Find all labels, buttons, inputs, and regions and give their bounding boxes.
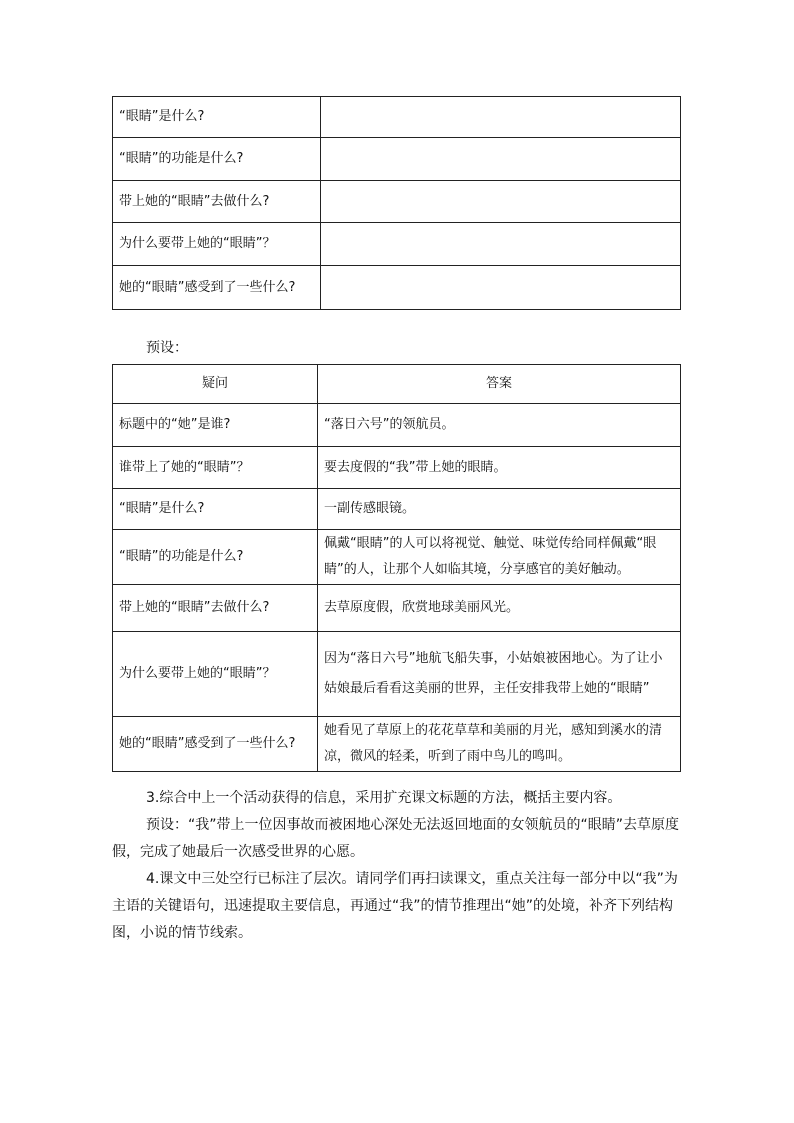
table-row bbox=[113, 181, 681, 223]
answer-cell-blank bbox=[321, 223, 681, 266]
answer-cell-blank bbox=[321, 181, 681, 223]
table-row bbox=[113, 489, 681, 530]
preset-label: 预设： bbox=[146, 340, 188, 356]
table-row bbox=[113, 447, 681, 489]
header-answer: 答案 bbox=[318, 365, 681, 404]
table-row bbox=[113, 97, 681, 138]
paragraph-preset-answer: 预设：“我”带上一位因事故而被困地心深处无法返回地面的女领航员的“眼睛”去草原度假，完成了她最后一次感受世界的心愿。 bbox=[112, 817, 680, 860]
answer-cell: “落日六号”的领航员。 bbox=[318, 404, 681, 447]
answer-cell: 要去度假的“我”带上她的眼睛。 bbox=[318, 447, 681, 489]
answer-cell: 去草原度假，欣赏地球美丽风光。 bbox=[318, 585, 681, 632]
table-row bbox=[113, 404, 681, 447]
table-row bbox=[113, 632, 681, 717]
question-cell: 带上她的“眼睛”去做什么? bbox=[113, 585, 318, 632]
paragraph-activity-3: 3.综合中上一个活动获得的信息，采用扩充课文标题的方法，概括主要内容。 bbox=[146, 790, 622, 806]
question-cell: “眼睛”是什么? bbox=[113, 97, 321, 138]
paragraph-activity-4: 4.课文中三处空行已标注了层次。请同学们再扫读课文，重点关注每一部分中以“我”为主语的关键语句，迅速提取主要信息，再通过“我”的情节推理出“她”的处境，补齐下列结构图，小说的情节线索。 bbox=[112, 871, 678, 941]
table-row bbox=[113, 530, 681, 585]
table-header-row bbox=[113, 365, 681, 404]
table-row bbox=[113, 138, 681, 181]
question-answer-table bbox=[112, 364, 681, 772]
question-cell: 她的“眼睛”感受到了一些什么? bbox=[113, 717, 318, 772]
table-row bbox=[113, 266, 681, 310]
question-cell: 标题中的“她”是谁? bbox=[113, 404, 318, 447]
answer-cell-blank bbox=[321, 266, 681, 310]
answer-cell-blank bbox=[321, 138, 681, 181]
table-row bbox=[113, 717, 681, 772]
answer-cell: 因为“落日六号”地航飞船失事，小姑娘被困地心。为了让小姑娘最后看看这美丽的世界，主任安排我带上她的“眼睛” bbox=[318, 632, 681, 717]
question-cell: 她的“眼睛”感受到了一些什么? bbox=[113, 266, 321, 310]
question-cell: 带上她的“眼睛”去做什么? bbox=[113, 181, 321, 223]
answer-cell: 一副传感眼镜。 bbox=[318, 489, 681, 530]
question-cell: 为什么要带上她的“眼睛”？ bbox=[113, 632, 318, 717]
table-row bbox=[113, 223, 681, 266]
answer-cell-blank bbox=[321, 97, 681, 138]
question-cell: “眼睛”的功能是什么? bbox=[113, 138, 321, 181]
question-cell: 为什么要带上她的“眼睛”？ bbox=[113, 223, 321, 266]
header-question: 疑问 bbox=[113, 365, 318, 404]
question-table-blank bbox=[112, 96, 681, 310]
table-row bbox=[113, 585, 681, 632]
question-cell: 谁带上了她的“眼睛”？ bbox=[113, 447, 318, 489]
question-cell: “眼睛”是什么? bbox=[113, 489, 318, 530]
question-cell: “眼睛”的功能是什么? bbox=[113, 530, 318, 585]
answer-cell: 她看见了草原上的花花草草和美丽的月光，感知到溪水的清凉，微风的轻柔，听到了雨中鸟儿的鸣叫。 bbox=[318, 717, 681, 772]
answer-cell: 佩戴“眼睛”的人可以将视觉、触觉、味觉传给同样佩戴“眼睛”的人，让那个人如临其境，分享感官的美好触动。 bbox=[318, 530, 681, 585]
